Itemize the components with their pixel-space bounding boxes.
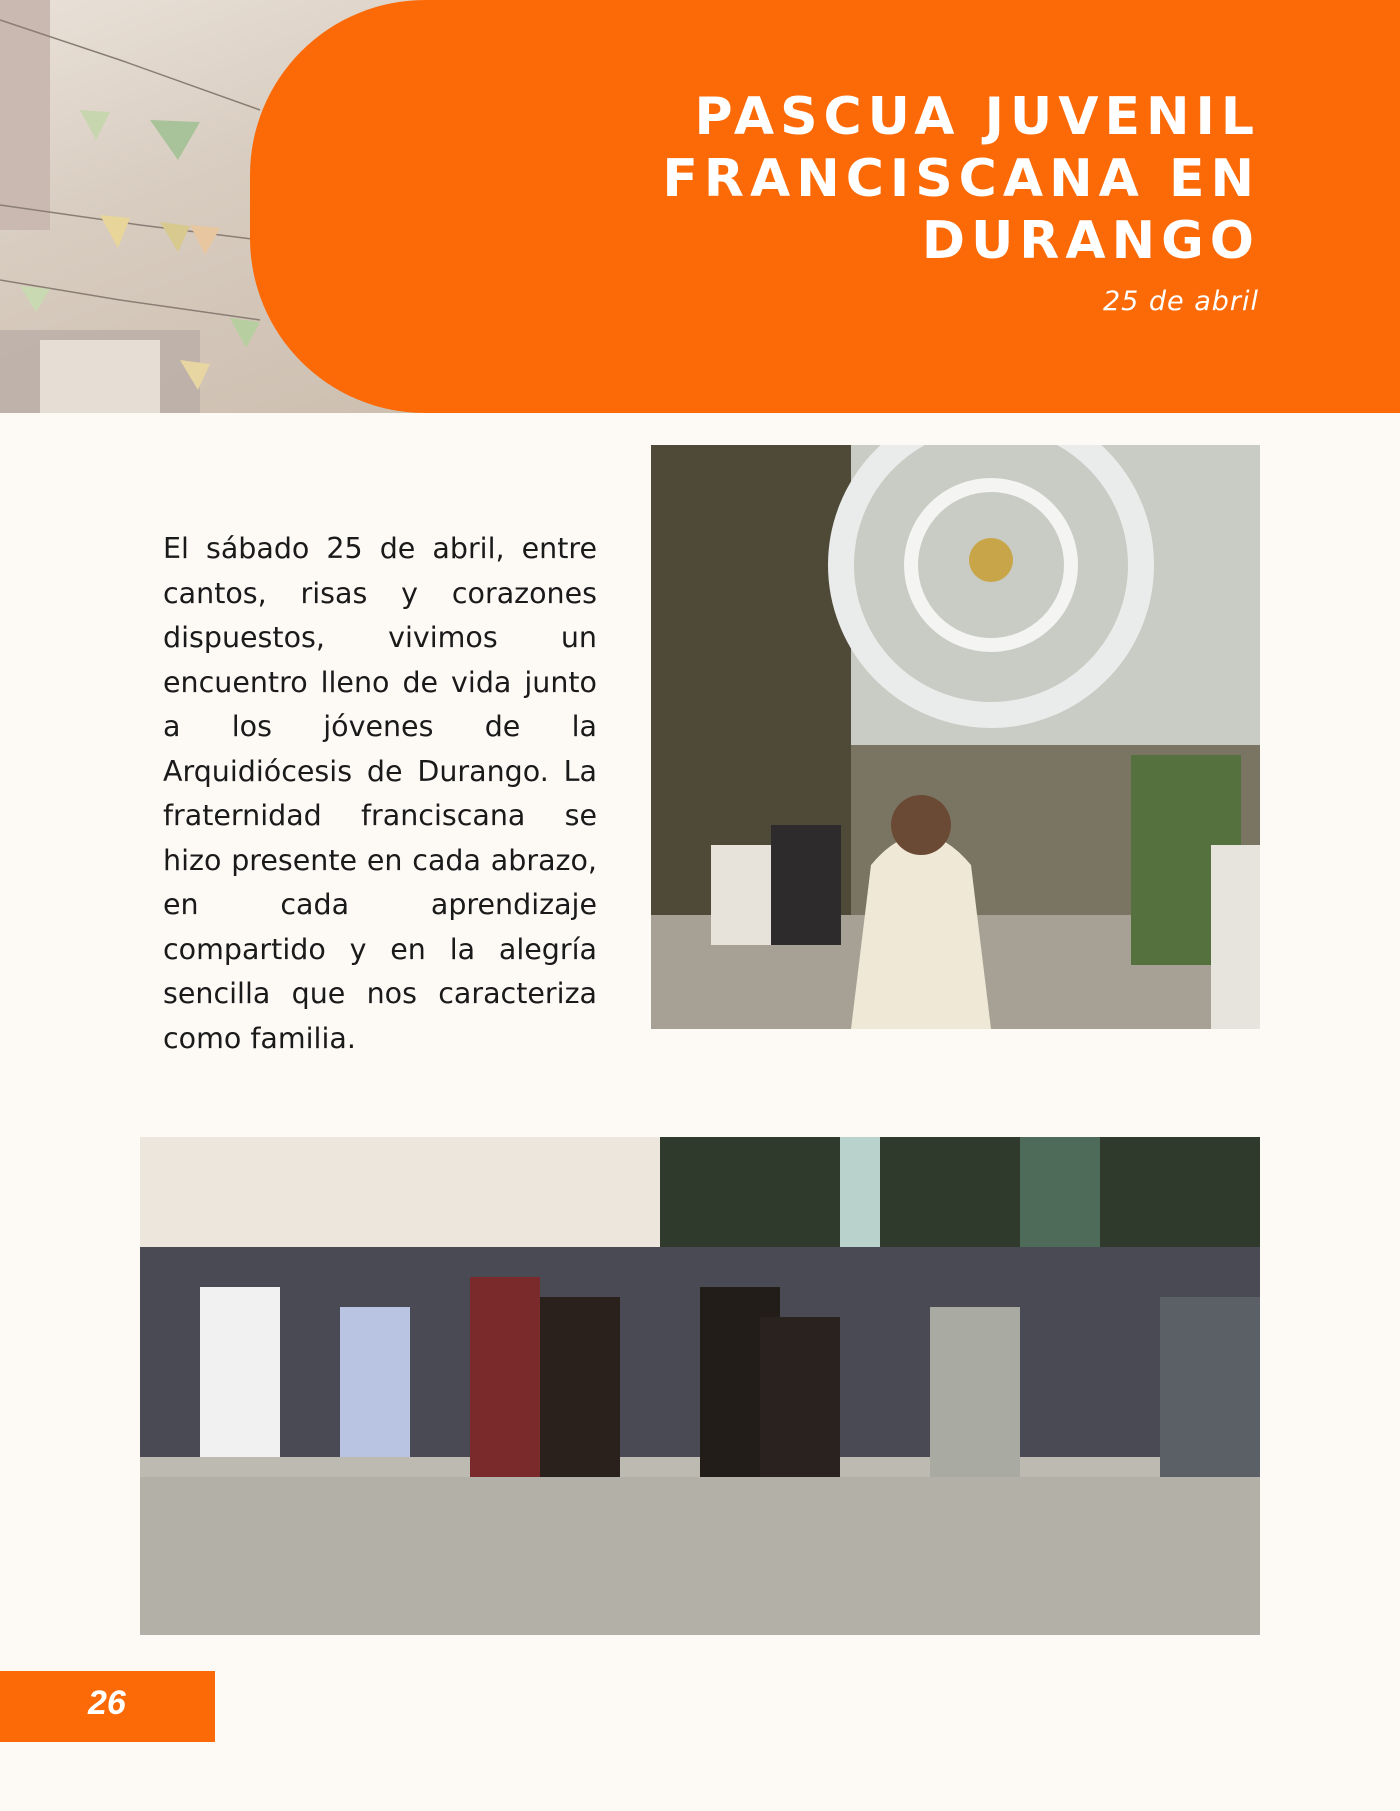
article-body: El sábado 25 de abril, entre cantos, risas y corazones dispuestos, vivimos un encuentro lleno de vida junto a los jóvenes de la Arquidiócesis de Durango. La fraternidad franciscana se hizo presente en cada abrazo, en cada aprendizaje compartido y en la alegría sencilla que nos caracteriza como familia.	[163, 532, 597, 1055]
article-date: 25 de abril	[1102, 286, 1259, 317]
page-title: PASCUA JUVENIL FRANCISCANA EN DURANGO	[662, 87, 1260, 271]
photo-eucharistic-adoration	[651, 445, 1260, 1029]
page-number: 26	[88, 1684, 126, 1722]
photo-youth-kneeling	[140, 1137, 1260, 1635]
